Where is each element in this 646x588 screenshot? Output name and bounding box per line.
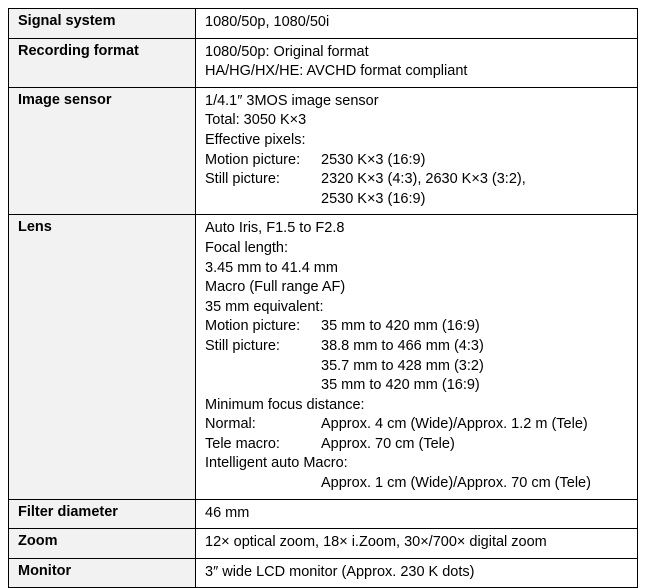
spec-value bbox=[196, 558, 638, 588]
spec-value-line: 35 mm equivalent: bbox=[205, 298, 324, 315]
spec-label: Monitor bbox=[9, 558, 196, 588]
spec-value bbox=[196, 9, 638, 39]
spec-pair-value: 35 mm to 420 mm (16:9) bbox=[321, 377, 480, 394]
spec-value bbox=[196, 87, 638, 215]
spec-pair-value: 35.7 mm to 428 mm (3:2) bbox=[321, 357, 484, 374]
spec-value-line: Auto Iris, F1.5 to F2.8 bbox=[205, 220, 345, 237]
spec-pair-value: Approx. 70 cm (Tele) bbox=[321, 435, 455, 452]
spec-row-image-sensor bbox=[9, 87, 638, 215]
spec-label: Signal system bbox=[9, 9, 196, 39]
spec-pair-key bbox=[205, 474, 321, 494]
spec-pair-key: Still picture: bbox=[205, 171, 280, 188]
spec-value bbox=[196, 529, 638, 559]
spec-pair-key: Still picture: bbox=[205, 337, 280, 354]
spec-value-line: Intelligent auto Macro: bbox=[205, 455, 348, 472]
spec-value-line: Effective pixels: bbox=[205, 131, 306, 148]
spec-pair-key: Tele macro: bbox=[205, 435, 280, 452]
spec-label: Image sensor bbox=[9, 87, 196, 215]
spec-row-filter-diameter bbox=[9, 499, 638, 529]
spec-value-line: Minimum focus distance: bbox=[205, 396, 365, 413]
spec-label: Filter diameter bbox=[9, 499, 196, 529]
spec-value bbox=[196, 499, 638, 529]
spec-value-line: HA/HG/HX/HE: AVCHD format compliant bbox=[205, 63, 468, 80]
spec-row-signal-system bbox=[9, 9, 638, 39]
spec-label: Recording format bbox=[9, 38, 196, 87]
spec-value-line: 1/4.1″ 3MOS image sensor bbox=[205, 92, 379, 109]
spec-pair-value: 38.8 mm to 466 mm (4:3) bbox=[321, 337, 484, 354]
spec-pair-key bbox=[205, 190, 321, 210]
spec-pair bbox=[205, 435, 628, 455]
spec-pair bbox=[205, 151, 628, 171]
spec-value-line: 1080/50p, 1080/50i bbox=[205, 14, 330, 30]
spec-label: Lens bbox=[9, 215, 196, 499]
spec-pair bbox=[205, 376, 628, 396]
spec-value-line: 3.45 mm to 41.4 mm bbox=[205, 259, 338, 276]
spec-pair bbox=[205, 474, 628, 494]
spec-pair-value: Approx. 4 cm (Wide)/Approx. 1.2 m (Tele) bbox=[321, 416, 588, 433]
spec-pair-key bbox=[205, 357, 321, 377]
spec-pair-key: Normal: bbox=[205, 416, 256, 433]
spec-pair-key: Motion picture: bbox=[205, 151, 301, 168]
spec-pair bbox=[205, 170, 628, 190]
spec-value bbox=[196, 38, 638, 87]
spec-value-line: Total: 3050 K×3 bbox=[205, 112, 307, 129]
spec-pair-value: 2320 K×3 (4:3), 2630 K×3 (3:2), bbox=[321, 171, 526, 188]
spec-pair-value: 35 mm to 420 mm (16:9) bbox=[321, 318, 480, 335]
spec-row-lens bbox=[9, 215, 638, 499]
spec-row-recording-format bbox=[9, 38, 638, 87]
spec-pair-value: Approx. 1 cm (Wide)/Approx. 70 cm (Tele) bbox=[321, 475, 591, 492]
spec-pair bbox=[205, 415, 628, 435]
spec-value-line: Focal length: bbox=[205, 239, 289, 256]
spec-value-line: 3″ wide LCD monitor (Approx. 230 K dots) bbox=[205, 563, 475, 580]
spec-value-line: 12× optical zoom, 18× i.Zoom, 30×/700× digital zoom bbox=[205, 534, 547, 551]
spec-pair-key: Motion picture: bbox=[205, 318, 301, 335]
spec-label: Zoom bbox=[9, 529, 196, 559]
spec-pair bbox=[205, 317, 628, 337]
spec-value-line: Macro (Full range AF) bbox=[205, 279, 346, 296]
spec-value-line: 1080/50p: Original format bbox=[205, 43, 369, 60]
spec-pair-key bbox=[205, 376, 321, 396]
spec-row-monitor bbox=[9, 558, 638, 588]
spec-table bbox=[8, 8, 638, 588]
spec-row-zoom bbox=[9, 529, 638, 559]
spec-pair-value: 2530 K×3 (16:9) bbox=[321, 151, 426, 168]
spec-pair-value: 2530 K×3 (16:9) bbox=[321, 190, 426, 207]
spec-pair bbox=[205, 190, 628, 210]
spec-value bbox=[196, 215, 638, 499]
spec-pair bbox=[205, 337, 628, 357]
spec-pair bbox=[205, 357, 628, 377]
spec-value-line: 46 mm bbox=[205, 504, 250, 521]
